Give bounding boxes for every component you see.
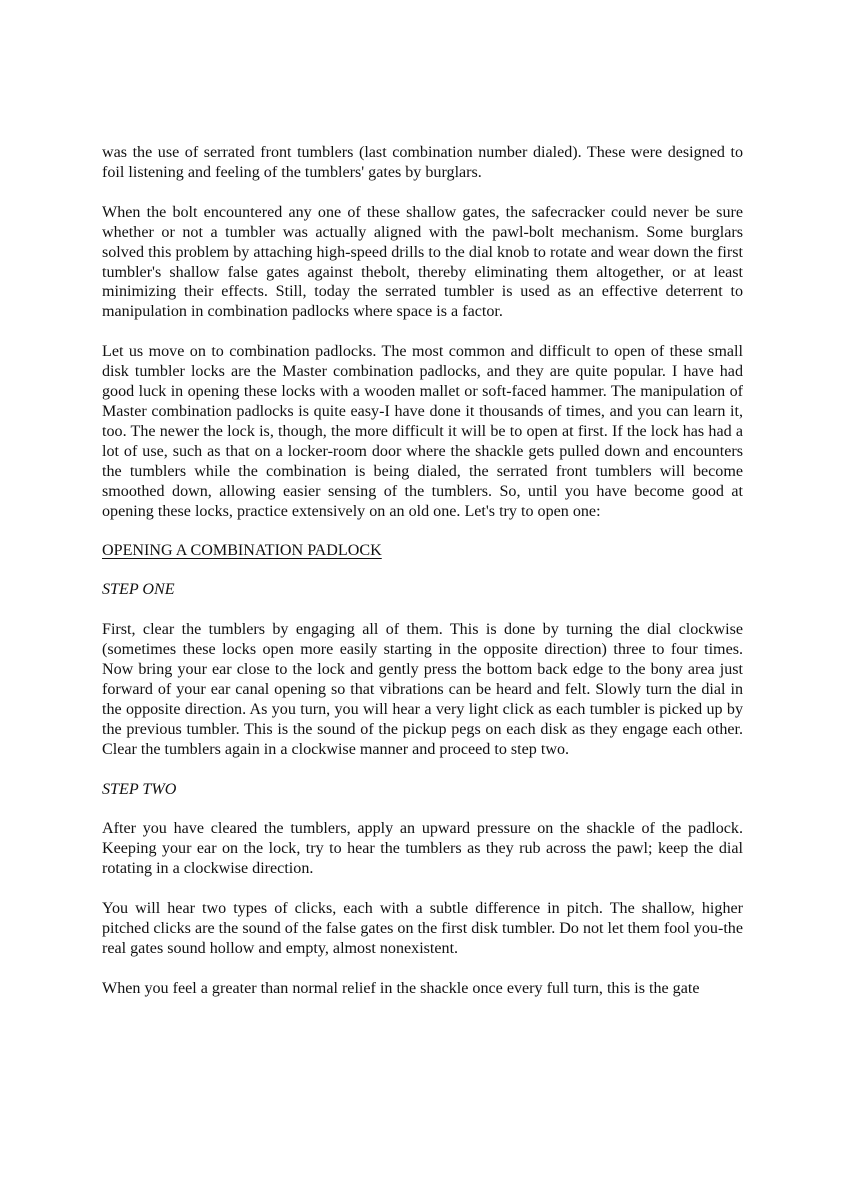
paragraph-step-two-relief: When you feel a greater than normal relief in the shackle once every full turn, this is the gate: [102, 979, 700, 997]
section-heading: OPENING A COMBINATION PADLOCK: [102, 542, 382, 560]
paragraph-step-one: First, clear the tumblers by engaging all of them. This is done by turning the dial clockwise (sometimes these locks open more easily starting in the opposite direction) three to four times. Now bring your ear close to the lock and gently press the bottom back edge to the bony area just forward of your ear canal opening so that vibrations can be heard and felt. Slowly turn the dial in the opposite direction. As you turn, you will hear a very light click as each tumbler is picked up by the previous tumbler. This is the sound of the pickup pegs on each disk as they engage each other. Clear the tumblers again in a clockwise manner and proceed to step two.: [102, 621, 743, 758]
paragraph-step-two-pressure: After you have cleared the tumblers, apply an upward pressure on the shackle of the padlock. Keeping your ear on the lock, try to hear the tumblers as they rub across the pawl; keep the dial rotating in a clockwise direction.: [102, 820, 743, 878]
step-one-title: STEP ONE: [102, 581, 175, 599]
page-body: [102, 143, 743, 1019]
paragraph-serrated-tumblers: was the use of serrated front tumblers (last combination number dialed). These were designed to foil listening and feeling of the tumblers' gates by burglars.: [102, 144, 743, 181]
paragraph-shallow-gates: When the bolt encountered any one of these shallow gates, the safecracker could never be sure whether or not a tumbler was actually aligned with the pawl-bolt mechanism. Some burglars solved this problem by attaching high-speed drills to the dial knob to rotate and wear down the first tumbler's shallow false gates against thebolt, thereby eliminating them altogether, or at least minimizing their effects. Still, today the serrated tumbler is used as an effective deterrent to manipulation in combination padlocks where space is a factor.: [102, 203, 743, 321]
paragraph-step-two-clicks: You will hear two types of clicks, each with a subtle difference in pitch. The shallow, higher pitched clicks are the sound of the false gates on the first disk tumbler. Do not let them fool you-the real gates sound hollow and empty, almost nonexistent.: [102, 900, 743, 957]
step-two-title: STEP TWO: [102, 780, 177, 798]
paragraph-combination-padlocks: Let us move on to combination padlocks. The most common and difficult to open of these small disk tumbler locks are the Master combination padlocks, and they are quite popular. I have had good luck in opening these locks with a wooden mallet or soft-faced hammer. The manipulation of Master combination padlocks is quite easy-I have done it thousands of times, and you can learn it, too. The newer the lock is, though, the more difficult it will be to open at first. If the lock has had a lot of use, such as that on a locker-room door where the shackle gets pulled down and encounters the tumblers while the combination is being dialed, the serrated front tumblers will become smoothed down, allowing easier sensing of the tumblers. So, until you have become good at opening these locks, practice extensively on an old one. Let's try to open one:: [102, 343, 743, 520]
